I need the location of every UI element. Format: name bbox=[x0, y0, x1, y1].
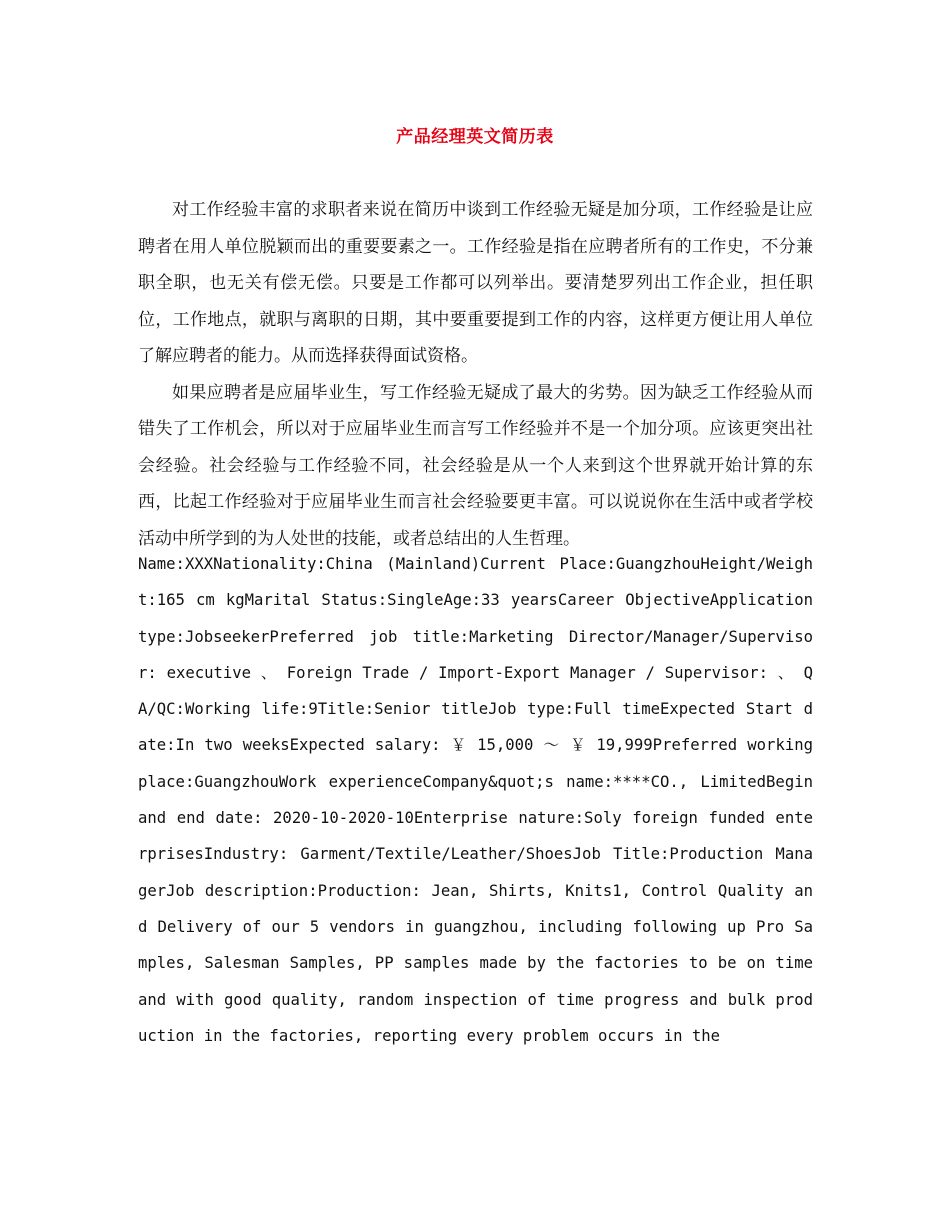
intro-text bbox=[138, 192, 813, 557]
paragraph-work-experience: 对工作经验丰富的求职者来说在简历中谈到工作经验无疑是加分项，工作经验是让应聘者在用人单位脱颖而出的重要要素之一。工作经验是指在应聘者所有的工作史，不分兼职全职，也无关有偿无偿。只要是工作都可以列举出。要清楚罗列出工作企业，担任职位，工作地点，就职与离职的日期，其中要重要提到工作的内容，这样更方便让用人单位了解应聘者的能力。从而选择获得面试资格。 bbox=[138, 200, 813, 366]
document-title: 产品经理英文简历表 bbox=[396, 127, 554, 147]
paragraph-graduates: 如果应聘者是应届毕业生，写工作经验无疑成了最大的劣势。因为缺乏工作经验从而错失了工作机会，所以对于应届毕业生而言写工作经验并不是一个加分项。应该更突出社会经验。社会经验与工作经验不同，社会经验是从一个人来到这个世界就开始计算的东西，比起工作经验对于应届毕业生而言社会经验要更丰富。可以说说你在生活中或者学校活动中所学到的为人处世的技能，或者总结出的人生哲理。 bbox=[138, 382, 813, 549]
resume-details bbox=[138, 546, 813, 1054]
resume-text: Name:XXXNationality:China (Mainland)Current Place:GuangzhouHeight/Weight:165 cm kgMarital Status:SingleAge:33 yearsCareer ObjectiveApplication type:JobseekerPreferred job title:Marketing Director/Manager/Supervisor: executive 、 Foreign Trade / Import-Export Manager / Supervisor: 、 QA/QC:Working life:9Title:Senior titleJob type:Full timeExpected Start date:In two weeksExpected salary: ￥ 15,000 ～ ￥ 19,999Preferred working place:GuangzhouWork experienceCompany&quot;s name:****CO., LimitedBegin and end date: 2020-10-2020-10Enterprise nature:Soly foreign funded enterprisesIndustry: Garment/Textile/Leather/ShoesJob Title:Production ManagerJob description:Production: Jean, Shirts, Knits1, Control Quality and Delivery of our 5 vendors in guangzhou, including following up Pro Samples, Salesman Samples, PP samples made by the factories to be on time and with good quality, random inspection of time progress and bulk production in the factories, reporting every problem occurs in the bbox=[138, 555, 813, 1045]
